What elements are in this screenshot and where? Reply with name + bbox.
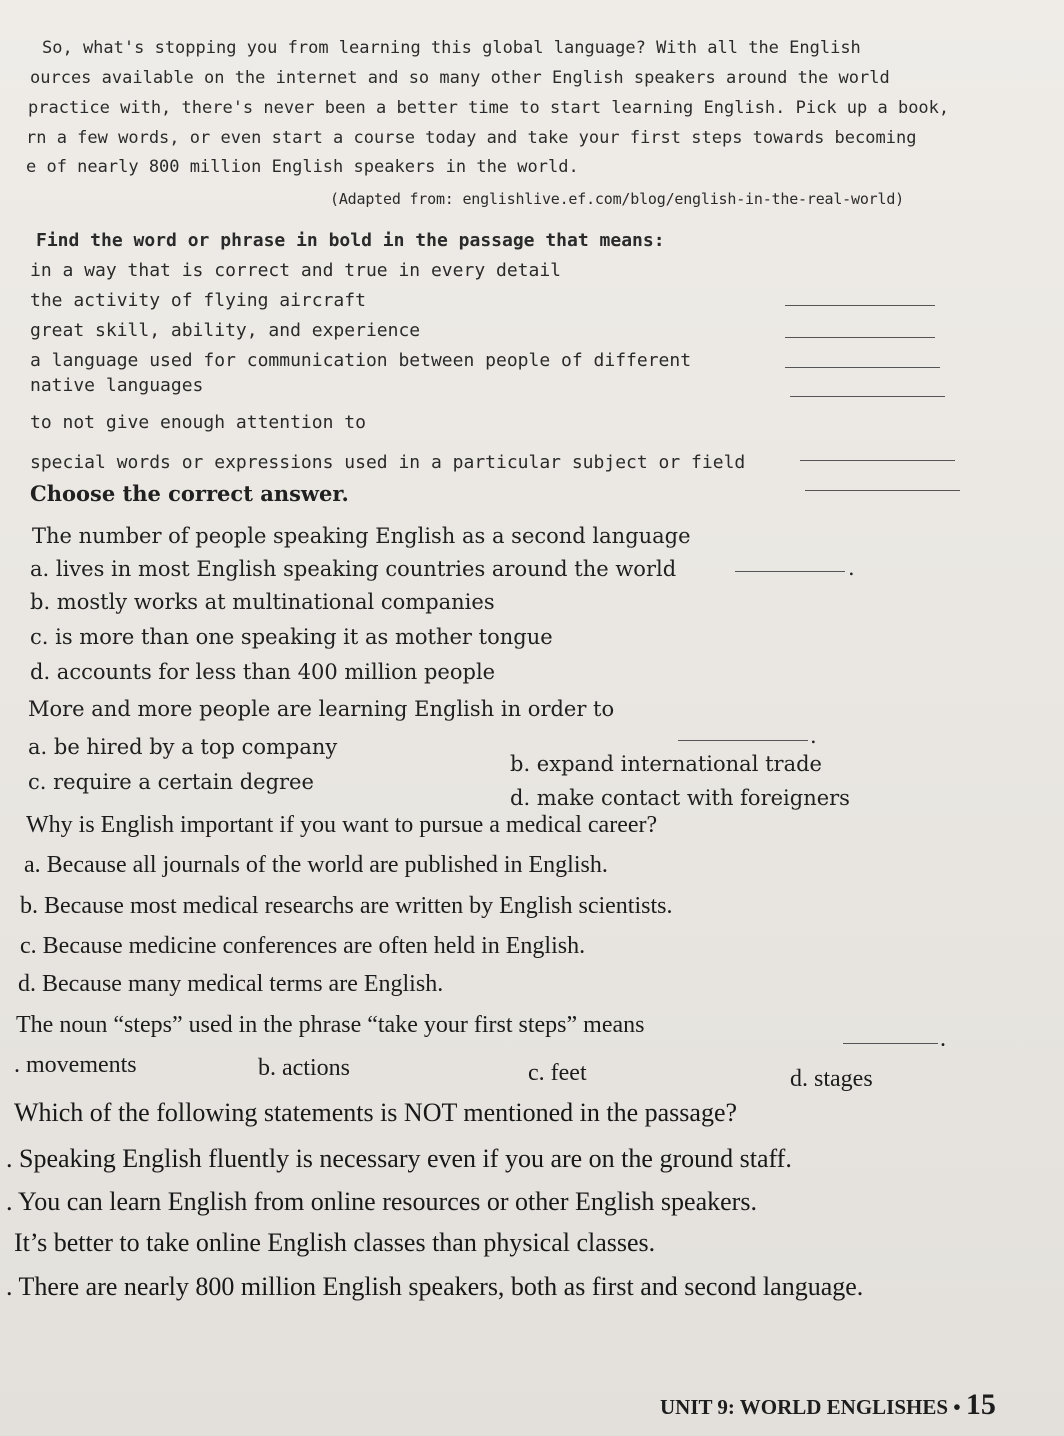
q3-stem: Why is English important if you want to pursue a medical career? [26, 812, 658, 838]
choose-instruction: Choose the correct answer. [30, 481, 349, 506]
find-item-1: in a way that is correct and true in every detail [30, 260, 562, 281]
q4-option-d[interactable]: d. stages [790, 1066, 873, 1092]
q4-option-b[interactable]: b. actions [258, 1055, 350, 1081]
find-item-4: a language used for communication between people of different [30, 350, 692, 371]
find-item-3: great skill, ability, and experience [30, 320, 421, 341]
q2-stem: More and more people are learning English in order to [28, 697, 615, 721]
q2-option-b[interactable]: b. expand international trade [510, 752, 822, 776]
find-item-4-cont: native languages [30, 375, 204, 396]
passage-line: practice with, there's never been a better time to start learning English. Pick up a book, [28, 98, 950, 118]
q4-option-a[interactable]: . movements [14, 1052, 137, 1078]
passage-source: (Adapted from: englishlive.ef.com/blog/english-in-the-real-world) [330, 190, 904, 208]
answer-blank[interactable] [800, 460, 955, 461]
q1-option-c[interactable]: c. is more than one speaking it as mother tongue [30, 625, 553, 649]
q5-option-c[interactable]: It’s better to take online English classes than physical classes. [14, 1228, 656, 1257]
answer-blank[interactable] [678, 740, 808, 741]
answer-blank[interactable] [843, 1043, 938, 1044]
answer-blank[interactable] [735, 571, 845, 572]
q4-option-c[interactable]: c. feet [528, 1060, 587, 1086]
q2-option-c[interactable]: c. require a certain degree [28, 770, 314, 794]
q3-option-a[interactable]: a. Because all journals of the world are published in English. [24, 852, 608, 878]
q3-option-d[interactable]: d. Because many medical terms are English. [18, 971, 444, 997]
passage-line: So, what's stopping you from learning this global language? With all the English [42, 38, 861, 58]
find-item-5: to not give enough attention to [30, 412, 366, 433]
answer-blank[interactable] [785, 305, 935, 306]
q1-option-d[interactable]: d. accounts for less than 400 million people [30, 660, 496, 684]
q5-stem: Which of the following statements is NOT mentioned in the passage? [14, 1098, 738, 1127]
page-number: 15 [965, 1388, 996, 1421]
passage-line: ources available on the internet and so many other English speakers around the world [30, 68, 890, 88]
find-item-6: special words or expressions used in a particular subject or field [30, 452, 746, 473]
q5-option-b[interactable]: . You can learn English from online resources or other English speakers. [6, 1187, 757, 1216]
find-instruction: Find the word or phrase in bold in the passage that means: [36, 230, 665, 251]
q4-stem: The noun “steps” used in the phrase “take your first steps” means [16, 1012, 645, 1038]
answer-blank[interactable] [785, 367, 940, 368]
q3-option-b[interactable]: b. Because most medical researchs are written by English scientists. [20, 893, 673, 919]
q1-option-a[interactable]: a. lives in most English speaking countries around the world [30, 557, 677, 581]
answer-blank[interactable] [785, 337, 935, 338]
q2-option-a[interactable]: a. be hired by a top company [28, 735, 338, 759]
answer-blank[interactable] [790, 396, 945, 397]
q5-option-d[interactable]: . There are nearly 800 million English speakers, both as first and second language. [6, 1272, 864, 1301]
q5-option-a[interactable]: . Speaking English fluently is necessary even if you are on the ground staff. [6, 1144, 792, 1173]
q2-option-d[interactable]: d. make contact with foreigners [510, 786, 850, 810]
q1-stem: The number of people speaking English as a second language [32, 524, 691, 548]
q4-end: . [940, 1026, 946, 1052]
q1-option-b[interactable]: b. mostly works at multinational companies [30, 590, 495, 614]
q1-end: . [848, 556, 855, 580]
find-item-2: the activity of flying aircraft [30, 290, 366, 311]
answer-blank[interactable] [805, 490, 960, 491]
q3-option-c[interactable]: c. Because medicine conferences are often held in English. [20, 933, 586, 959]
passage-line: e of nearly 800 million English speakers in the world. [26, 157, 579, 177]
unit-title: UNIT 9: WORLD ENGLISHES • [660, 1395, 961, 1419]
passage-line: rn a few words, or even start a course today and take your first steps towards becoming [26, 128, 917, 148]
page-footer [660, 1388, 996, 1422]
q2-end: . [810, 724, 817, 748]
